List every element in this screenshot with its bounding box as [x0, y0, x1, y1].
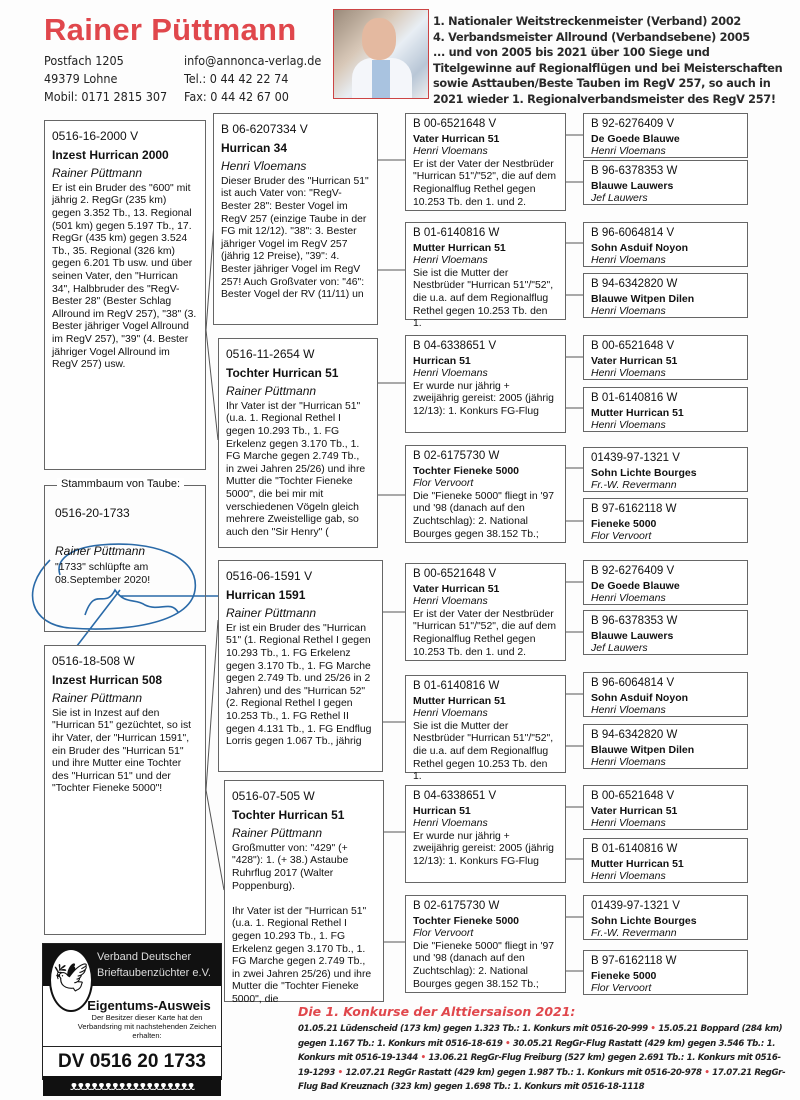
phone-line: Tel.: 0 44 42 22 74: [184, 71, 289, 86]
mobile-line: Mobil: 0171 2815 307: [44, 89, 168, 104]
pigeon-name: Mutter Hurrican 51: [591, 406, 684, 419]
breeder: Flor Vervoort: [413, 477, 474, 490]
pigeon-name: Sohn Lichte Bourges: [591, 914, 697, 927]
ring-number: 01439-97-1321 V: [591, 900, 680, 912]
result-entry: 01.05.21 Lüdenscheid (173 km) gegen 1.323 Tb.: 1. Konkurs mit 0516-20-999: [298, 1024, 648, 1034]
breeder: Henri Vloemans: [591, 592, 666, 605]
pigeon-name: Inzest Hurrican 508: [52, 672, 163, 687]
achievement: 2021 wieder 1. Regionalverbandsmeister des RegV 257!: [433, 92, 776, 106]
breeder: Fr.-W. Revermann: [591, 479, 677, 492]
pedigree-box-gen4: [583, 335, 748, 380]
pigeon-name: Sohn Asduif Noyon: [591, 241, 689, 254]
pedigree-box-gen4: [583, 387, 748, 432]
ring-number: B 92-6276409 V: [591, 118, 675, 130]
pedigree-box-gen3: [405, 445, 566, 543]
pigeon-name: Hurrican 51: [413, 354, 471, 367]
pigeon-name: Vater Hurrican 51: [413, 582, 500, 595]
ring-number: 0516-20-1733: [55, 506, 130, 520]
card-title: Eigentums-Ausweis: [87, 998, 211, 1013]
description: Großmutter von: "429" (+ "428"): 1. (+ 38.) Astaube Ruhrflug 2017 (Walter Poppenburg). Ihr Vater ist der "Hurrican 51" (u.a. 1. Regional Rethel I gegen 10.293 Tb., 1. FG Erkelenz gegen 3.170 Tb., 1. FG Marche gegen 2.749 Tb., in zwei Jahren 25/26) und ihre Mutter die "Tochter Fieneke 5000", die: [232, 842, 372, 1005]
breeder: Rainer Püttmann: [52, 166, 143, 181]
description: Er wurde nur jährig + zweijährig gereist: 2005 (jährig 12/13): 1. Konkurs FG-Flug: [413, 380, 554, 417]
description: Ihr Vater ist der "Hurrican 51" (u.a. 1. Regional Rethel I gegen 10.293 Tb., 1. FG Erkelenz gegen 3.170 Tb., 1. FG Marche gegen 2.749 Tb., in zwei Jahren 25/26) und ihre Mutter die "Tochter Fieneke 5000", die bei mir mit verschiedenen Vögeln gleich mehrere Zweistellige gab, so auch den "Sir Henry" (: [226, 400, 366, 538]
pigeon-name: Mutter Hurrican 51: [413, 241, 506, 254]
ring-number: B 01-6140816 W: [591, 843, 678, 855]
breeder: Flor Vervoort: [591, 530, 652, 543]
breeder: Fr.-W. Revermann: [591, 927, 677, 940]
pedigree-box-gen4: [583, 895, 748, 940]
ring-number: 0516-16-2000 V: [52, 129, 139, 143]
ring-number: B 01-6140816 W: [413, 680, 500, 692]
pedigree-box-gen3: [405, 113, 566, 211]
ring-number: 0516-06-1591 V: [226, 569, 313, 583]
pedigree-box-gen2: [213, 113, 378, 325]
pigeon-name: De Goede Blauwe: [591, 132, 680, 145]
pedigree-box-gen2: [218, 338, 378, 548]
separator-dot: •: [417, 1053, 429, 1063]
pigeon-name: Vater Hurrican 51: [591, 804, 678, 817]
pigeon-name: Fieneke 5000: [591, 969, 657, 982]
ring-number: 0516-07-505 W: [232, 789, 315, 803]
ring-number: 01439-97-1321 V: [591, 452, 680, 464]
breeder: Henri Vloemans: [413, 707, 488, 720]
ownership-card: [42, 943, 222, 1093]
results-title: Die 1. Konkurse der Alttiersaison 2021:: [298, 1004, 576, 1019]
pigeon-name: De Goede Blauwe: [591, 579, 680, 592]
ring-number: B 96-6378353 W: [591, 165, 678, 177]
breeder: Henri Vloemans: [413, 254, 488, 267]
breeder: Rainer Püttmann: [226, 606, 317, 621]
ring-number: B 00-6521648 V: [413, 568, 497, 580]
achievement: sowie Asttauben/Beste Tauben im RegV 257, so auch in: [433, 77, 771, 91]
breeder: Rainer Püttmann: [232, 826, 323, 841]
pigeon-name: Blauwe Lauwers: [591, 179, 674, 192]
pedigree-box-gen4: [583, 610, 748, 655]
breeder: Henri Vloemans: [413, 595, 488, 608]
pedigree-box-gen4: [583, 222, 748, 267]
description: Er ist der Vater der Nestbrüder "Hurrican 51"/"52", die auf dem Regionalflug Rethel gegen 10.253 Tb. den 1. und 2.: [413, 158, 556, 208]
description: Sie ist die Mutter der Nestbrüder "Hurrican 51"/"52", die u.a. auf dem Regionalflug Rethel gegen 10.253 Tb. den 1.: [413, 267, 554, 330]
breeder: Jef Lauwers: [591, 642, 648, 655]
description: Die "Fieneke 5000" fliegt in '97 und '98 (danach auf den Zuchtschlag): 2. National Bourges gegen 38.152 Tb.;: [413, 490, 555, 540]
ring-number: B 97-6162118 W: [591, 503, 677, 515]
description: Dieser Bruder des "Hurrican 51" ist auch Vater von: "RegV-Bester 28": Bester Vogel im RegV 257 (einzige Taube in der FG mit 12/12). "38": 3. Bester jähriger Vogel im RegV 257 (jährig 12 Preise), "39": 4. Bester jähriger Vogel im RegV 257! Auch Großvater von: "46": Bester Vogel der RV (11/11) un: [221, 175, 369, 301]
breeder: Henri Vloemans: [591, 817, 666, 830]
ring-number: B 96-6378353 W: [591, 615, 678, 627]
pedigree-box-gen3: [405, 335, 566, 433]
pedigree-box-gen3: [405, 675, 566, 783]
separator-dot: •: [335, 1067, 346, 1078]
separator-dot: •: [701, 1067, 713, 1078]
pedigree-box-gen3: [405, 563, 566, 661]
result-entry: 17.07.21 RegGr-Flug Bad Kreuznach (323 km) gegen 1.698 Tb.: 1. Konkurs mit 0516-18-1118: [298, 1067, 786, 1092]
pigeon-name: Mutter Hurrican 51: [591, 857, 684, 870]
address-line: Postfach 1205: [44, 53, 124, 68]
ring-number: 0516-18-508 W: [52, 654, 135, 668]
pedigree-box-gen4: [583, 113, 748, 158]
pigeon-name: Tochter Hurrican 51: [232, 807, 345, 822]
pedigree-box-gen3: [405, 895, 566, 993]
breeder: Henri Vloemans: [591, 305, 666, 318]
pedigree-box-gen4: [583, 672, 748, 717]
ring-number: B 00-6521648 V: [591, 340, 675, 352]
pedigree-box-gen4: [583, 560, 748, 605]
pedigree-box-gen2: [224, 780, 384, 1005]
breeder: Jef Lauwers: [591, 192, 648, 205]
pigeon-name: Tochter Hurrican 51: [226, 365, 339, 380]
dove-logo-icon: 🕊: [49, 948, 93, 1012]
ring-number: B 96-6064814 V: [591, 227, 675, 239]
breeder: Henri Vloemans: [591, 419, 666, 432]
pedigree-box-gen4: [583, 724, 748, 769]
result-entry: 30.05.21 RegGr-Flug Rastatt (429 km) gegen 3.546 Tb.: 1. Konkurs mit 0516-19-1344: [298, 1038, 776, 1063]
fax-line: Fax: 0 44 42 67 00: [184, 89, 289, 104]
pedigree-box-gen4: [583, 498, 748, 543]
ring-number: 0516-11-2654 W: [226, 347, 315, 361]
ring-number: B 00-6521648 V: [591, 790, 675, 802]
result-entry: 13.06.21 RegGr-Flug Freiburg (527 km) gegen 2.691 Tb.: 1. Konkurs mit 0516-19-1293: [298, 1053, 781, 1078]
ring-number: B 94-6342820 W: [591, 729, 678, 741]
ring-number: B 00-6521648 V: [413, 118, 497, 130]
pedigree-box-gen4: [583, 838, 748, 883]
description: Er ist ein Bruder des "600" mit jährig 2. RegGr (235 km) gegen 3.352 Tb., 13. Regional (501 km) gegen 5.197 Tb., 17. RegGr (435 km) gegen 3.524 Tb., 35. Regional (326 km) gegen 6.201 Tb usw. und über seinen Vater, den "Hurrican 34", Halbbruder des "RegV-Bester 28" (Bester Schlag Allround im RegV 257), "38" (3. Bester jähriger Vogel Allround im RegV 257), "39" (4. Bester jähriger Vogel Allround im RegV 257) usw.: [52, 182, 197, 371]
ring-number: B 96-6064814 V: [591, 677, 675, 689]
breeder: Flor Vervoort: [591, 982, 652, 995]
card-pattern: ᴥᴥᴥᴥᴥᴥᴥᴥᴥᴥᴥᴥᴥᴥᴥᴥᴥᴥ: [43, 1076, 221, 1096]
description: Er ist ein Bruder des "Hurrican 51" (1. Regional Rethel I gegen 10.293 Tb., 1. FG Erkelenz gegen 3.170 Tb., 1. FG Marche gegen 2.749 Tb. und 25/26 in 2 Jahren) und des "Hurrican 52" (2. Regional Rethel I gegen 10.253 Tb., 1. FG Rethel II gegen 4.131 Tb., 1. FG Endflug Lorris gegen 1.067 Tb., jährig: [226, 622, 372, 748]
ring-number: B 04-6338651 V: [413, 340, 497, 352]
description: Er wurde nur jährig + zweijährig gereist: 2005 (jährig 12/13): 1. Konkurs FG-Flug: [413, 830, 554, 867]
breeder: Henri Vloemans: [413, 817, 488, 830]
description: Sie ist die Mutter der Nestbrüder "Hurrican 51"/"52", die u.a. auf dem Regionalflug Rethel gegen 10.253 Tb. den 1.: [413, 720, 554, 783]
breeder: Rainer Püttmann: [52, 691, 143, 706]
ring-number: B 94-6342820 W: [591, 278, 678, 290]
result-entry: 12.07.21 RegGr Rastatt (429 km) gegen 1.987 Tb.: 1. Konkurs mit 0516-20-978: [345, 1067, 702, 1078]
pedigree-box-gen4: [583, 447, 748, 492]
pigeon-name: Sohn Asduif Noyon: [591, 691, 689, 704]
description: Er ist der Vater der Nestbrüder "Hurrican 51"/"52", die auf dem Regionalflug Rethel gegen 10.253 Tb. den 1. und 2.: [413, 608, 556, 658]
achievement: 1. Nationaler Weitstreckenmeister (Verband) 2002: [433, 15, 741, 28]
breeder: Rainer Püttmann: [55, 544, 146, 558]
hatch-note: "1733" schlüpfte am 08.September 2020!: [55, 561, 151, 586]
pedigree-box-gen1: [44, 120, 206, 470]
pigeon-name: Vater Hurrican 51: [413, 132, 500, 145]
breeder: Henri Vloemans: [591, 756, 666, 769]
pigeon-name: Hurrican 34: [221, 140, 288, 155]
ring-number: B 04-6338651 V: [413, 790, 497, 802]
pigeon-name: Vater Hurrican 51: [591, 354, 678, 367]
ring-number: B 92-6276409 V: [591, 565, 675, 577]
ring-number: B 97-6162118 W: [591, 955, 677, 967]
pigeon-name: Blauwe Witpen Dilen: [591, 743, 695, 756]
breeder: Henri Vloemans: [591, 145, 666, 158]
achievement: 4. Verbandsmeister Allround (Verbandsebene) 2005: [433, 30, 750, 44]
pigeon-name: Tochter Fieneke 5000: [413, 464, 520, 477]
address-line: 49379 Lohne: [44, 71, 118, 86]
pigeon-name: Mutter Hurrican 51: [413, 694, 506, 707]
pedigree-box-gen4: [583, 273, 748, 318]
breeder: Rainer Püttmann: [226, 384, 317, 399]
description: Sie ist in Inzest auf den "Hurrican 51" gezüchtet, so ist ihr Vater, der "Hurrican 1591", ein Bruder des "Hurrican 51" und ihre Mutter eine Tochter des "Hurrican 51" und der "Tochter Fieneke 5000"!: [52, 707, 192, 795]
pigeon-name: Inzest Hurrican 2000: [52, 147, 169, 162]
ring-number: B 02-6175730 W: [413, 450, 500, 462]
pedigree-box-gen4: [583, 160, 748, 205]
card-subtitle: Der Besitzer dieser Karte hat den Verbandsring mit nachstehenden Zeichen erhalten:: [77, 1013, 217, 1040]
achievement: ... und von 2005 bis 2021 über 100 Siege und: [433, 46, 710, 60]
breeder: Henri Vloemans: [591, 704, 666, 717]
org-name: Verband Deutscher: [97, 951, 192, 963]
breeder: Henri Vloemans: [591, 367, 666, 380]
ring-number: DV 0516 20 1733: [43, 1046, 221, 1076]
pedigree-box-gen4: [583, 785, 748, 830]
pigeon-name: Fieneke 5000: [591, 517, 657, 530]
pigeon-name: Sohn Lichte Bourges: [591, 466, 697, 479]
org-name: Brieftaubenzüchter e.V.: [97, 967, 211, 979]
pigeon-name: Hurrican 1591: [226, 587, 306, 602]
subject-pigeon-box: [44, 478, 206, 632]
legend-label: Stammbaum von Taube:: [57, 478, 184, 490]
ring-number: B 01-6140816 W: [413, 227, 500, 239]
pedigree-box-gen3: [405, 785, 566, 883]
achievement: Titelgewinne auf Regionalflügen und bei Meisterschaften: [433, 61, 783, 75]
separator-dot: •: [647, 1024, 659, 1034]
pigeon-name: Hurrican 51: [413, 804, 471, 817]
results-section: [298, 1004, 788, 1095]
pedigree-box-gen2: [218, 560, 383, 772]
email-line: info@annonca-verlag.de: [184, 53, 322, 68]
result-entry: 15.05.21 Boppard (284 km) gegen 1.167 Tb.: 1. Konkurs mit 0516-18-619: [298, 1024, 783, 1049]
pigeon-name: Blauwe Witpen Dilen: [591, 292, 695, 305]
breeder: Flor Vervoort: [413, 927, 474, 940]
pedigree-box-gen1: [44, 645, 206, 935]
description: Die "Fieneke 5000" fliegt in '97 und '98 (danach auf den Zuchtschlag): 2. National Bourges gegen 38.152 Tb.;: [413, 940, 555, 990]
breeder: Henri Vloemans: [591, 254, 666, 267]
breeder: Henri Vloemans: [591, 870, 666, 883]
ring-number: B 02-6175730 W: [413, 900, 500, 912]
breeder: Henri Vloemans: [221, 159, 307, 174]
ring-number: B 01-6140816 W: [591, 392, 678, 404]
ring-number: B 06-6207334 V: [221, 122, 308, 136]
results-list: [298, 1022, 788, 1095]
pedigree-box-gen4: [583, 950, 748, 995]
breeder: Henri Vloemans: [413, 367, 488, 380]
pigeon-name: Blauwe Lauwers: [591, 629, 674, 642]
separator-dot: •: [502, 1038, 513, 1049]
pedigree-box-gen3: [405, 222, 566, 330]
owner-name: Rainer Püttmann: [44, 12, 297, 47]
breeder: Henri Vloemans: [413, 145, 488, 158]
pigeon-name: Tochter Fieneke 5000: [413, 914, 520, 927]
